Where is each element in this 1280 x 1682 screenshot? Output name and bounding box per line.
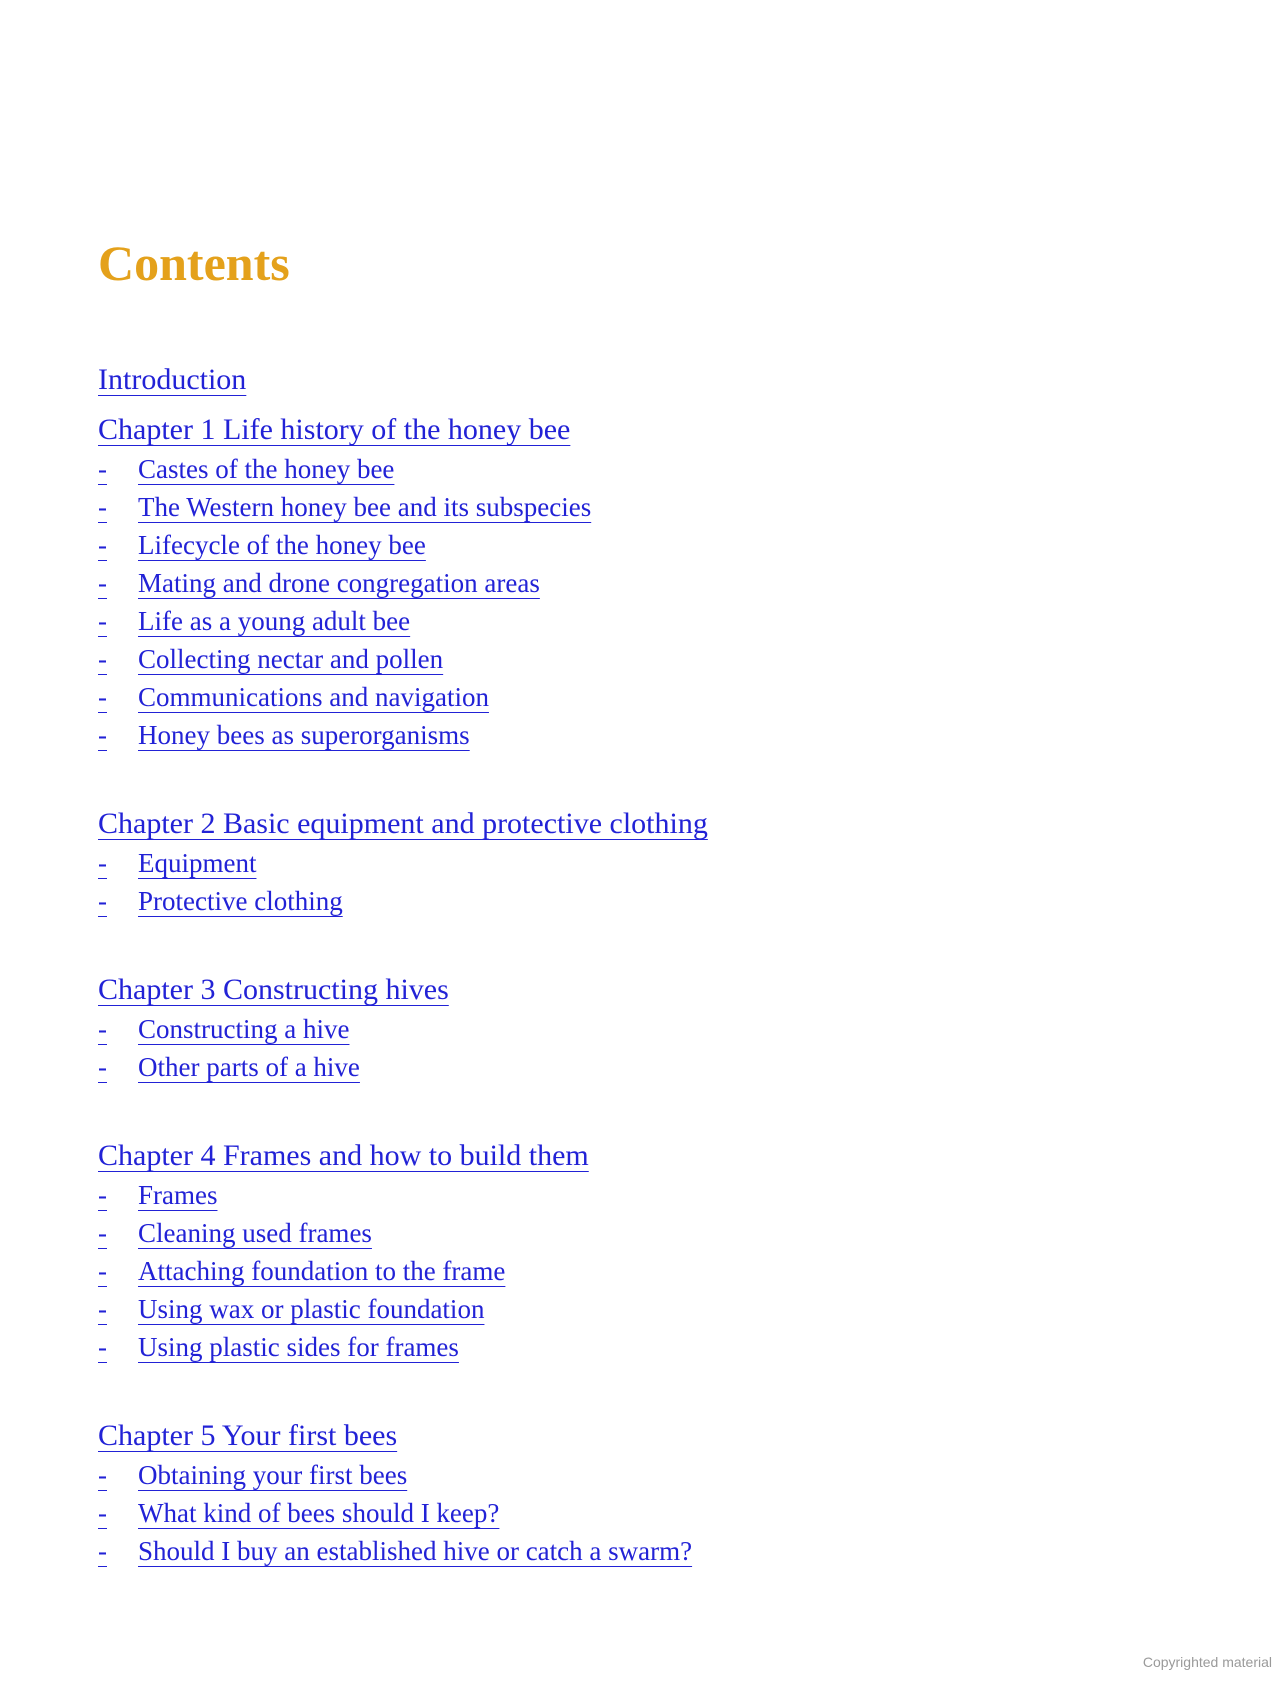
dash-marker: - [98,1460,107,1490]
chapter-1-link[interactable]: Chapter 1 Life history of the honey bee [98,413,571,446]
introduction-link[interactable]: Introduction [98,363,247,396]
toc-entry-label[interactable]: Communications and navigation [138,682,489,712]
toc-entry[interactable] [98,1176,1098,1214]
dash-marker: - [98,1498,107,1528]
chapter-4-block [98,1136,1098,1366]
toc-entry[interactable] [98,640,1098,678]
toc-entry-label[interactable]: Using wax or plastic foundation [138,1294,485,1324]
dash-marker: - [98,492,107,522]
table-of-contents [98,360,1098,1620]
toc-entry[interactable] [98,526,1098,564]
toc-entry[interactable] [98,1494,1098,1532]
toc-entry[interactable] [98,1328,1098,1366]
dash-marker: - [98,454,107,484]
dash-marker: - [98,886,107,916]
toc-entry[interactable] [98,1290,1098,1328]
chapter-3-block [98,970,1098,1086]
toc-entry-label[interactable]: Mating and drone congregation areas [138,568,540,598]
dash-marker: - [98,720,107,750]
toc-entry[interactable] [98,716,1098,754]
intro-block [98,360,1098,400]
toc-entry-label[interactable]: Lifecycle of the honey bee [138,530,426,560]
toc-entry-label[interactable]: Life as a young adult bee [138,606,411,636]
toc-entry[interactable] [98,488,1098,526]
toc-entry-label[interactable]: Obtaining your first bees [138,1460,408,1490]
toc-entry-label[interactable]: Equipment [138,848,257,878]
dash-marker: - [98,682,107,712]
toc-entry[interactable] [98,1252,1098,1290]
toc-entry-label[interactable]: Collecting nectar and pollen [138,644,444,674]
toc-entry-label[interactable]: The Western honey bee and its subspecies [138,492,592,522]
page-title: Contents [98,235,290,291]
toc-entry[interactable] [98,1214,1098,1252]
toc-entry-label[interactable]: Constructing a hive [138,1014,350,1044]
toc-entry[interactable] [98,1048,1098,1086]
dash-marker: - [98,1180,107,1210]
chapter-2-block [98,804,1098,920]
chapter-4-link[interactable]: Chapter 4 Frames and how to build them [98,1139,589,1172]
dash-marker: - [98,1218,107,1248]
toc-entry-label[interactable]: Other parts of a hive [138,1052,360,1082]
toc-entry-label[interactable]: What kind of bees should I keep? [138,1498,500,1528]
dash-marker: - [98,1536,107,1566]
dash-marker: - [98,606,107,636]
dash-marker: - [98,1256,107,1286]
dash-marker: - [98,1294,107,1324]
chapter-2-link[interactable]: Chapter 2 Basic equipment and protective clothing [98,807,708,840]
toc-entry-label[interactable]: Protective clothing [138,886,343,916]
toc-entry-label[interactable]: Should I buy an established hive or catch a swarm? [138,1536,693,1566]
toc-entry[interactable] [98,564,1098,602]
dash-marker: - [98,644,107,674]
toc-entry[interactable] [98,602,1098,640]
toc-entry[interactable] [98,1010,1098,1048]
dash-marker: - [98,848,107,878]
toc-entry-label[interactable]: Castes of the honey bee [138,454,395,484]
dash-marker: - [98,530,107,560]
chapter-5-link[interactable]: Chapter 5 Your first bees [98,1419,398,1452]
chapter-5-block [98,1416,1098,1570]
chapter-1-block [98,410,1098,754]
toc-entry-label[interactable]: Honey bees as superorganisms [138,720,470,750]
dash-marker: - [98,568,107,598]
toc-entry[interactable] [98,844,1098,882]
toc-entry-label[interactable]: Cleaning used frames [138,1218,372,1248]
toc-entry[interactable] [98,450,1098,488]
dash-marker: - [98,1014,107,1044]
toc-entry[interactable] [98,678,1098,716]
copyright-note: Copyrighted material [1142,1654,1272,1670]
toc-entry[interactable] [98,882,1098,920]
dash-marker: - [98,1332,107,1362]
toc-entry-label[interactable]: Using plastic sides for frames [138,1332,459,1362]
toc-entry-label[interactable]: Attaching foundation to the frame [138,1256,506,1286]
toc-entry-label[interactable]: Frames [138,1180,218,1210]
toc-entry[interactable] [98,1532,1098,1570]
chapter-3-link[interactable]: Chapter 3 Constructing hives [98,973,449,1006]
toc-entry[interactable] [98,1456,1098,1494]
dash-marker: - [98,1052,107,1082]
